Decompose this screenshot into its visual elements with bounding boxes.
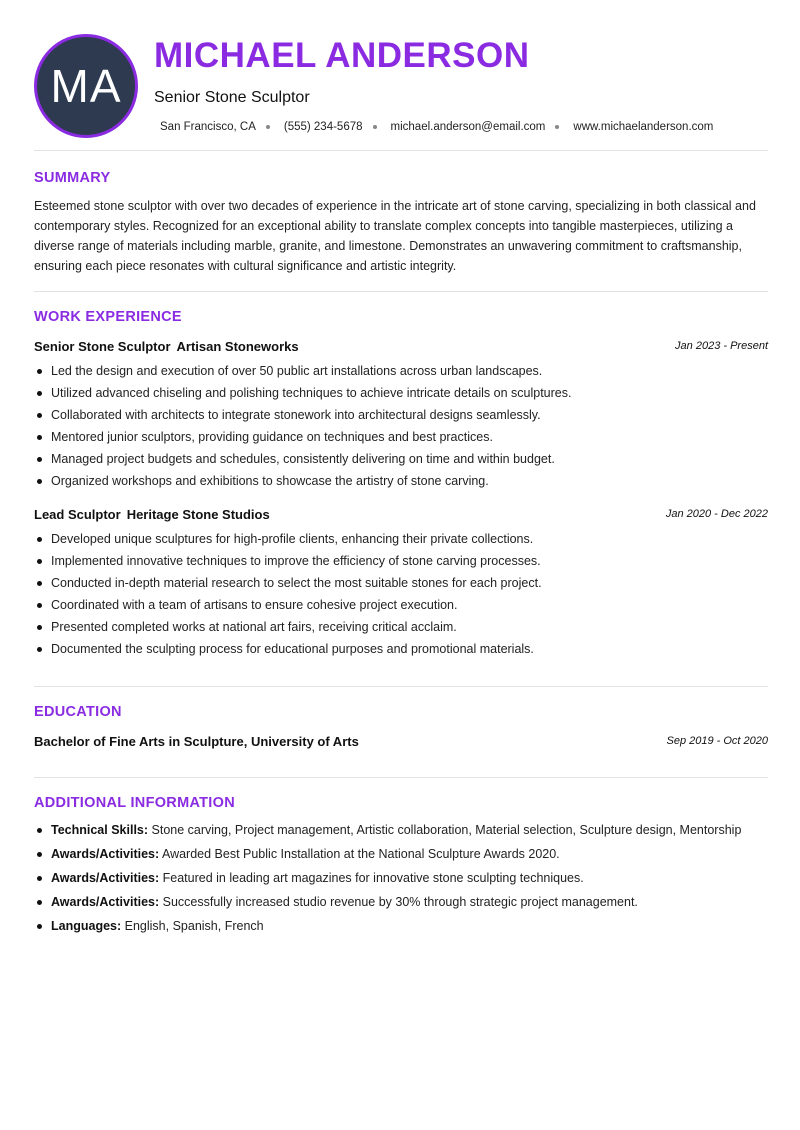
candidate-name: MICHAEL ANDERSON	[154, 36, 530, 75]
separator-dot	[555, 125, 559, 129]
list-item: Led the design and execution of over 50 public art installations across urban landscapes.	[34, 360, 768, 382]
education-heading: EDUCATION	[34, 704, 122, 720]
additional-info-list	[34, 821, 768, 941]
list-item	[34, 893, 768, 912]
job-header	[34, 506, 768, 524]
info-key: Awards/Activities:	[51, 895, 160, 909]
info-key: Awards/Activities:	[51, 871, 160, 885]
list-item	[34, 821, 768, 840]
candidate-title: Senior Stone Sculptor	[154, 89, 310, 106]
info-value: Featured in leading art magazines for innovative stone sculpting techniques.	[162, 871, 584, 885]
list-item: Mentored junior sculptors, providing guidance on techniques and best practices.	[34, 426, 768, 448]
list-item: Organized workshops and exhibitions to showcase the artistry of stone carving.	[34, 470, 768, 492]
list-item: Collaborated with architects to integrate stonework into architectural designs seamlessly.	[34, 404, 768, 426]
education-degree: Bachelor of Fine Arts in Sculpture, University of Arts	[34, 734, 359, 749]
info-key: Awards/Activities:	[51, 847, 160, 861]
contact-website[interactable]: www.michaelanderson.com	[573, 121, 714, 133]
resume-header	[34, 34, 768, 138]
job-header	[34, 338, 768, 356]
avatar	[34, 34, 138, 138]
contact-line	[160, 121, 713, 133]
separator-dot	[266, 125, 270, 129]
list-item: Coordinated with a team of artisans to ensure cohesive project execution.	[34, 594, 768, 616]
list-item	[34, 845, 768, 864]
contact-location: San Francisco, CA	[160, 121, 256, 133]
job-bullets	[34, 528, 768, 660]
list-item: Utilized advanced chiseling and polishing techniques to achieve intricate details on sculptures.	[34, 382, 768, 404]
job-company: Artisan Stoneworks	[176, 339, 299, 354]
section-divider	[34, 686, 768, 687]
job-role: Lead Sculptor	[34, 507, 121, 522]
info-key: Languages:	[51, 919, 122, 933]
job-role: Senior Stone Sculptor	[34, 339, 171, 354]
job-dates: Jan 2020 - Dec 2022	[665, 508, 768, 520]
job-bullets	[34, 360, 768, 492]
list-item: Implemented innovative techniques to improve the efficiency of stone carving processes.	[34, 550, 768, 572]
list-item: Documented the sculpting process for educational purposes and promotional materials.	[34, 638, 768, 660]
list-item: Presented completed works at national art fairs, receiving critical acclaim.	[34, 616, 768, 638]
job-dates: Jan 2023 - Present	[675, 340, 768, 352]
summary-heading: SUMMARY	[34, 170, 111, 186]
additional-info-heading: ADDITIONAL INFORMATION	[34, 795, 235, 811]
list-item	[34, 869, 768, 888]
section-divider	[34, 291, 768, 292]
separator-dot	[373, 125, 377, 129]
contact-phone: (555) 234-5678	[283, 121, 363, 133]
info-key: Technical Skills:	[51, 823, 149, 837]
list-item: Managed project budgets and schedules, consistently delivering on time and within budget.	[34, 448, 768, 470]
info-value: English, Spanish, French	[124, 919, 264, 933]
contact-email[interactable]: michael.anderson@email.com	[390, 121, 546, 133]
info-value: Awarded Best Public Installation at the National Sculpture Awards 2020.	[161, 847, 560, 861]
job-company: Heritage Stone Studios	[126, 507, 270, 522]
work-experience-heading: WORK EXPERIENCE	[34, 309, 182, 325]
list-item	[34, 917, 768, 936]
list-item: Developed unique sculptures for high-profile clients, enhancing their private collections.	[34, 528, 768, 550]
education-entry	[34, 733, 768, 751]
list-item: Conducted in-depth material research to select the most suitable stones for each project.	[34, 572, 768, 594]
summary-text: Esteemed stone sculptor with over two decades of experience in the intricate art of stone carving, specializing in both classical and contemporary styles. Recognized for an exceptional ability to translate complex concepts into tangible masterpieces, utilizing a diverse range of materials including marble, granite, and limestone. Demonstrates an unwavering commitment to craftsmanship, ensuring each piece resonates with cultural significance and artistic integrity.	[34, 199, 756, 273]
education-dates: Sep 2019 - Oct 2020	[666, 735, 768, 747]
section-divider	[34, 777, 768, 778]
info-value: Successfully increased studio revenue by 30% through strategic project management.	[162, 895, 638, 909]
avatar-initials: MA	[50, 60, 122, 112]
info-value: Stone carving, Project management, Artistic collaboration, Material selection, Sculpture design, Mentorship	[151, 823, 742, 837]
section-divider	[34, 150, 768, 151]
